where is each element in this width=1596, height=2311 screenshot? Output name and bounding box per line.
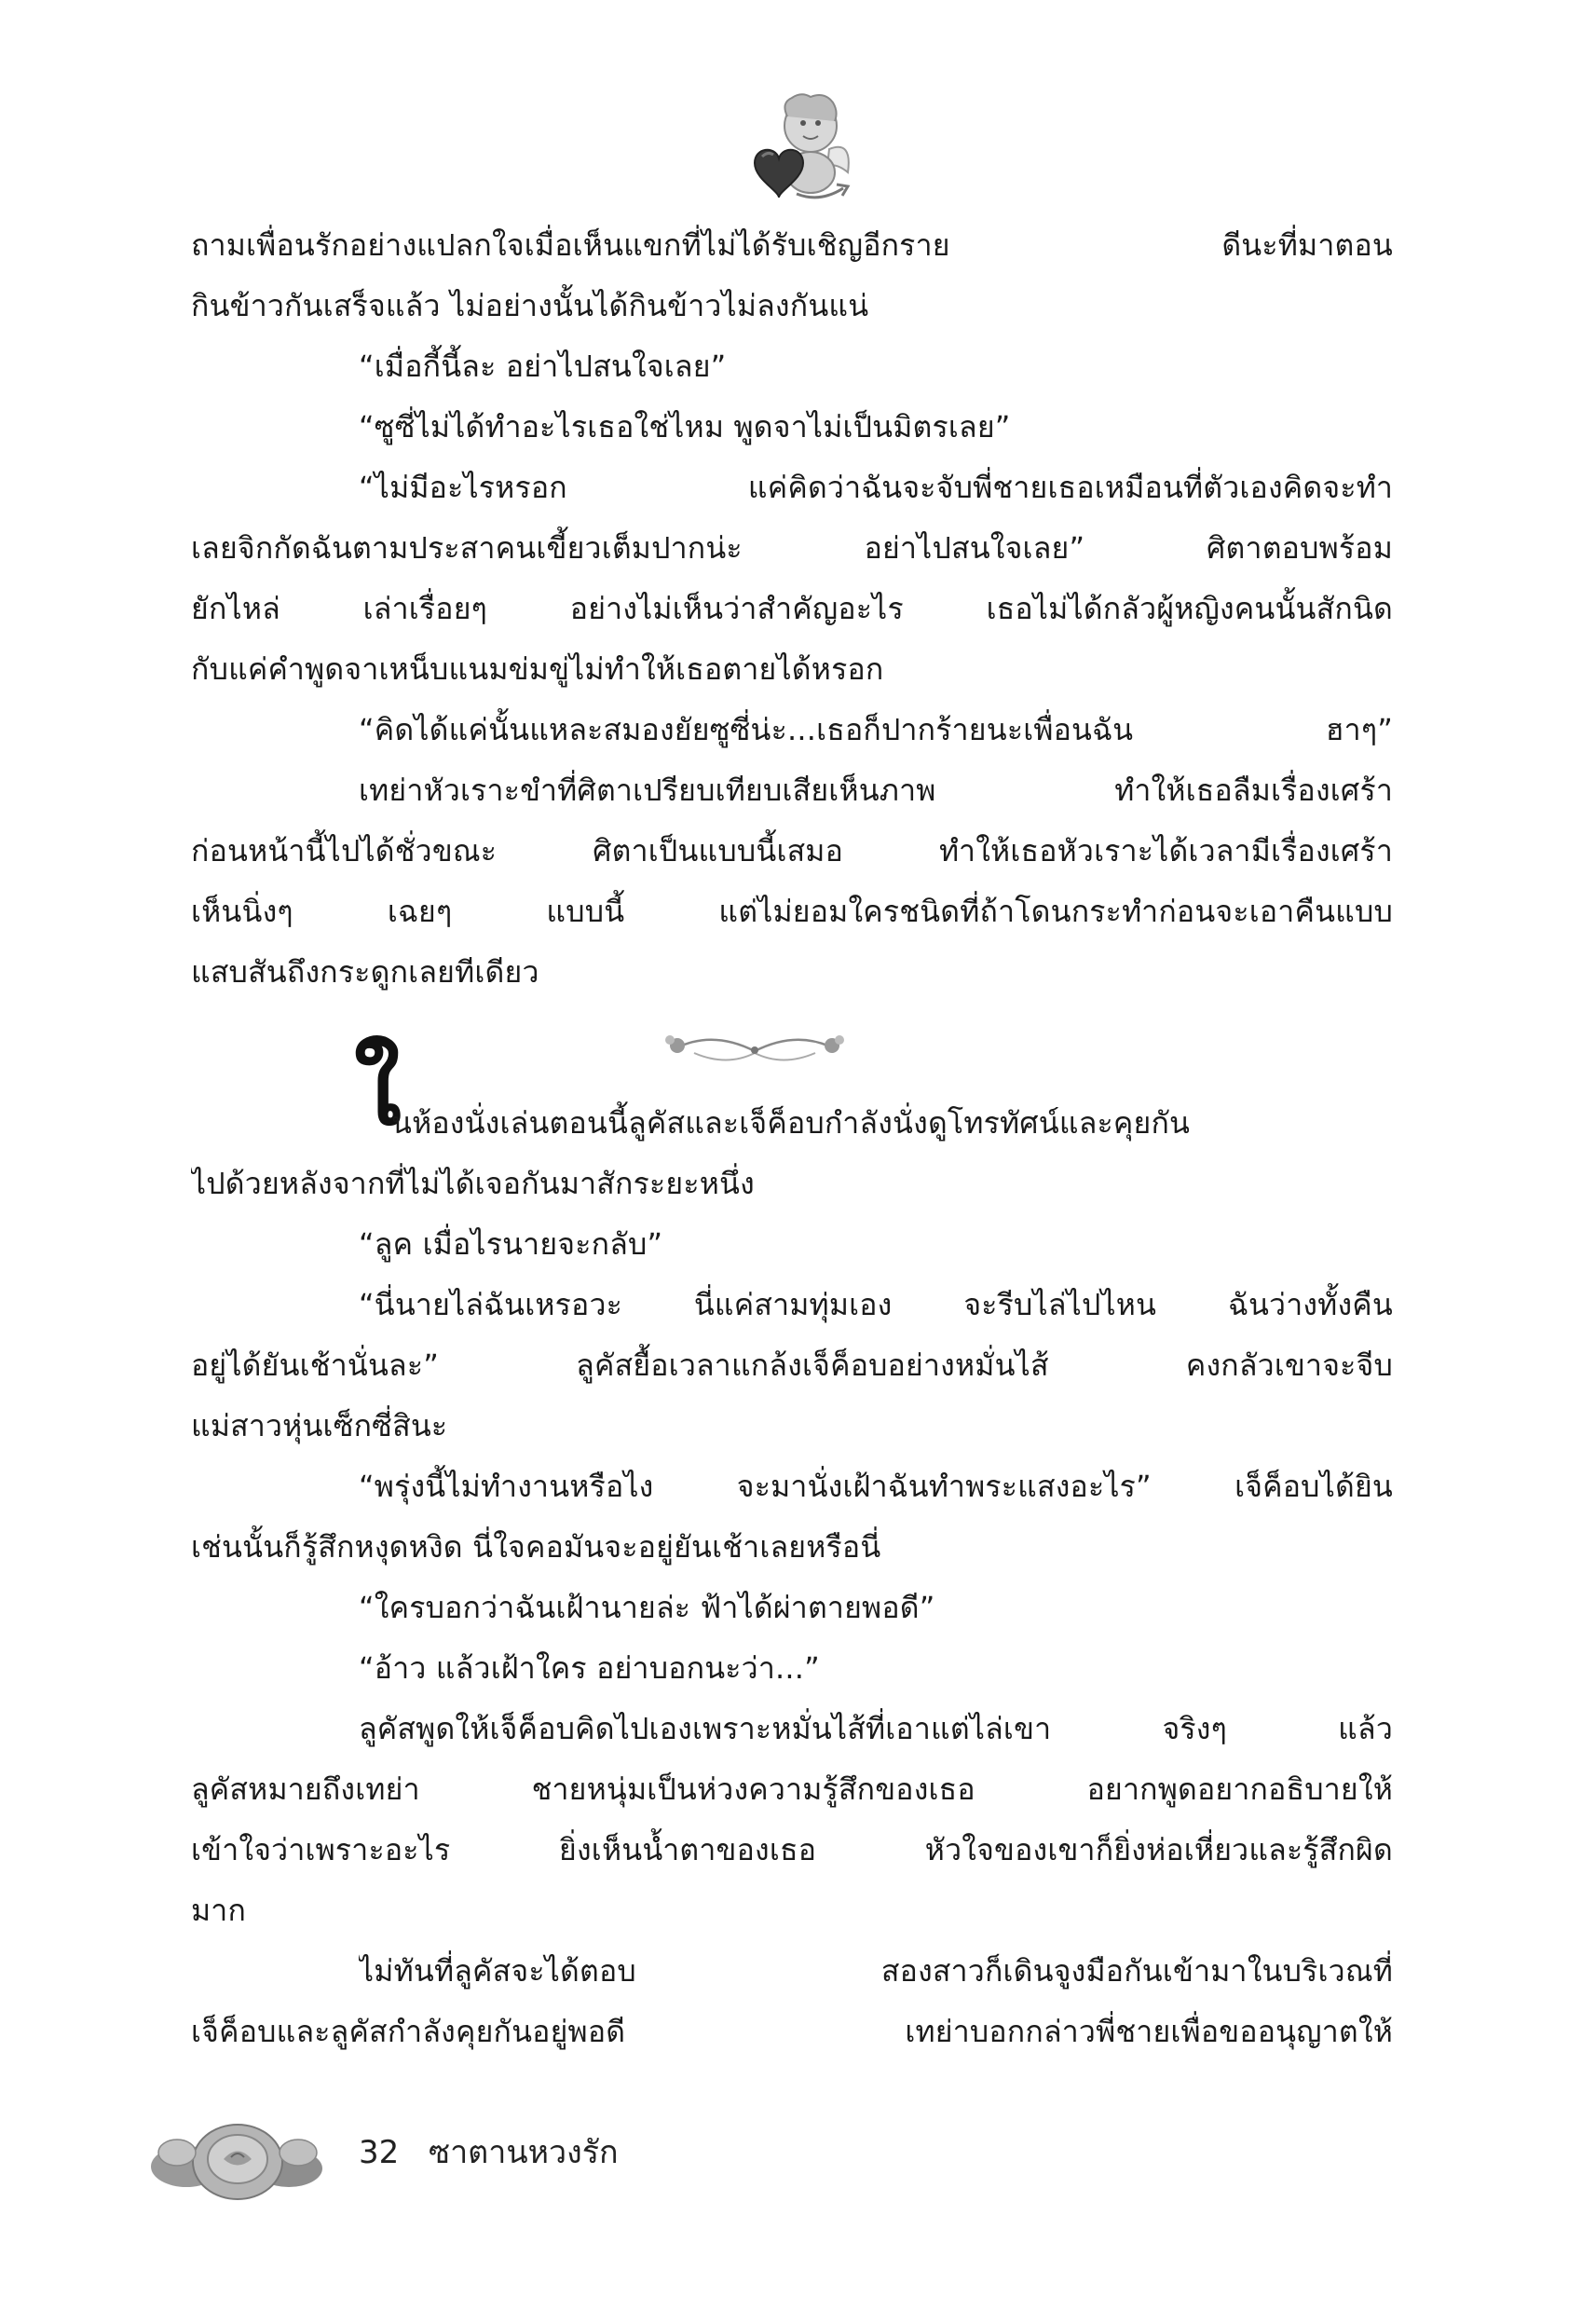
dialogue-line: “นี่นายไล่ฉันเหรอวะ นี่แค่สามทุ่มเอง จะรีบไล่ไปไหน ฉันว่างทั้งคืน — [359, 1287, 1393, 1322]
paragraph-line: แสบสันถึงกระดูกเลยทีเดียว — [191, 954, 539, 990]
paragraph-line: ก่อนหน้านี้ไปได้ชั่วขณะ ศิตาเป็นแบบนี้เสมอ ทำให้เธอหัวเราะได้เวลามีเรื่องเศร้า — [191, 833, 1393, 868]
paragraph-line: กินข้าวกันเสร็จแล้ว ไม่อย่างนั้นได้กินข้าวไม่ลงกันแน่ — [191, 288, 869, 323]
paragraph-line: นห้องนั่งเล่นตอนนี้ลูคัสและเจ็ค็อบกำลังนั่งดูโทรทัศน์และคุยกัน — [391, 1105, 1191, 1141]
dialogue-line: “พรุ่งนี้ไม่ทำงานหรือไง จะมานั่งเฝ้าฉันทำพระแสงอะไร” เจ็ค็อบได้ยิน — [359, 1469, 1393, 1504]
paragraph-line: เทย่าหัวเราะขำที่ศิตาเปรียบเทียบเสียเห็นภาพ ทำให้เธอลืมเรื่องเศร้า — [359, 773, 1393, 808]
dialogue-line: “ซูซี่ไม่ได้ทำอะไรเธอใช่ไหม พูดจาไม่เป็นมิตรเลย” — [359, 409, 1011, 444]
dialogue-line: “เมื่อกี้นี้ละ อย่าไปสนใจเลย” — [359, 349, 727, 384]
paragraph-line: แม่สาวหุ่นเซ็กซี่สินะ — [191, 1408, 448, 1443]
rose-ornament-icon — [149, 2101, 326, 2204]
cherub-heart-ornament-icon — [717, 84, 857, 214]
paragraph-line: อยู่ได้ยันเช้านั่นละ” ลูคัสยื้อเวลาแกล้งเจ็ค็อบอย่างหมั่นไส้ คงกลัวเขาจะจีบ — [191, 1347, 1393, 1383]
paragraph-line: ไม่ทันที่ลูคัสจะได้ตอบ สองสาวก็เดินจูงมือกันเข้ามาในบริเวณที่ — [359, 1953, 1393, 1989]
paragraph-line: เลยจิกกัดฉันตามประสาคนเขี้ยวเต็มปากน่ะ อย่าไปสนใจเลย” ศิตาตอบพร้อม — [191, 530, 1393, 566]
dialogue-line: “ใครบอกว่าฉันเฝ้านายล่ะ ฟ้าได้ผ่าตายพอดี” — [359, 1590, 935, 1625]
dialogue-line: “ลูค เมื่อไรนายจะกลับ” — [359, 1226, 663, 1262]
paragraph-line: กับแค่คำพูดจาเหน็บแนมข่มขู่ไม่ทำให้เธอตายได้หรอก — [191, 651, 884, 687]
drop-cap: ใ — [354, 1032, 402, 1147]
dialogue-line: “คิดได้แค่นั้นแหละสมองยัยซูซี่น่ะ...เธอก็ปากร้ายนะเพื่อนฉัน ฮาๆ” — [359, 712, 1393, 747]
book-title: ซาตานหวงรัก — [429, 2134, 619, 2171]
paragraph-line: เข้าใจว่าเพราะอะไร ยิ่งเห็นน้ำตาของเธอ หัวใจของเขาก็ยิ่งห่อเหี่ยวและรู้สึกผิด — [191, 1832, 1393, 1867]
paragraph-line: ยักไหล่ เล่าเรื่อยๆ อย่างไม่เห็นว่าสำคัญอะไร เธอไม่ได้กลัวผู้หญิงคนนั้นสักนิด — [191, 591, 1393, 626]
paragraph-line: ไปด้วยหลังจากที่ไม่ได้เจอกันมาสักระยะหนึ่ง — [191, 1166, 755, 1201]
dialogue-line: “อ้าว แล้วเฝ้าใคร อย่าบอกนะว่า...” — [359, 1650, 820, 1686]
dialogue-line: “ไม่มีอะไรหรอก แค่คิดว่าฉันจะจับพี่ชายเธอเหมือนที่ตัวเองคิดจะทำ — [359, 470, 1393, 505]
paragraph-line: ถามเพื่อนรักอย่างแปลกใจเมื่อเห็นแขกที่ไม่ได้รับเชิญอีกราย ดีนะที่มาตอน — [191, 227, 1393, 263]
paragraph-line: ลูคัสพูดให้เจ็ค็อบคิดไปเองเพราะหมั่นไส้ที่เอาแต่ไล่เขา จริงๆ แล้ว — [359, 1711, 1393, 1746]
floral-divider-icon — [657, 1025, 853, 1072]
paragraph-line: มาก — [191, 1893, 247, 1928]
paragraph-line: เช่นนั้นก็รู้สึกหงุดหงิด นี่ใจคอมันจะอยู่ยันเช้าเลยหรือนี่ — [191, 1529, 881, 1565]
page-number: 32 — [359, 2134, 400, 2171]
paragraph-line: เห็นนิ่งๆ เฉยๆ แบบนี้ แต่ไม่ยอมใครชนิดที่ถ้าโดนกระทำก่อนจะเอาคืนแบบ — [191, 894, 1393, 929]
paragraph-line: ลูคัสหมายถึงเทย่า ชายหนุ่มเป็นห่วงความรู้สึกของเธอ อยากพูดอยากอธิบายให้ — [191, 1771, 1393, 1807]
paragraph-line: เจ็ค็อบและลูคัสกำลังคุยกันอยู่พอดี เทย่าบอกกล่าวพี่ชายเพื่อขออนุญาตให้ — [191, 2014, 1393, 2049]
